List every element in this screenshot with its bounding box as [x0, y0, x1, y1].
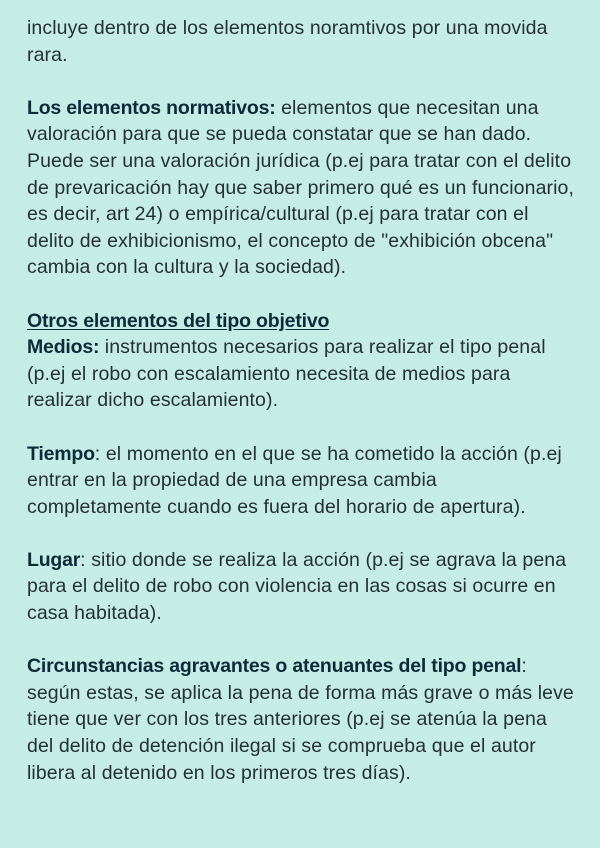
intro-text: incluye dentro de los elementos noramtivos por una movida rara.	[27, 17, 548, 66]
normativos-text: elementos que necesitan una valoración para que se pueda constatar que se han dado. Puede ser una valoración jurídica (p.ej para tratar con el delito de prevaricación hay que saber primero qué es un funcionario, es decir, art 24) o empírica/cultural (p.ej para tratar con el delito de exhibicionismo, el concepto de "exhibición obcena" cambia con la cultura y la sociedad).	[27, 96, 575, 279]
tiempo-term: Tiempo	[27, 442, 95, 465]
circunstancias-paragraph	[27, 653, 574, 786]
intro-paragraph	[27, 15, 574, 68]
medios-paragraph	[27, 334, 574, 414]
lugar-text: : sitio donde se realiza la acción (p.ej se agrava la pena para el delito de robo con violencia en las cosas si ocurre en casa habitada).	[27, 548, 567, 625]
otros-heading-paragraph	[27, 308, 574, 335]
tiempo-text: : el momento en el que se ha cometido la acción (p.ej entrar en la propiedad de una empresa cambia completamente cuando es fuera del horario de apertura).	[27, 442, 562, 518]
otros-heading: Otros elementos del tipo objetivo	[27, 309, 330, 332]
normativos-paragraph	[27, 95, 574, 281]
medios-term: Medios:	[27, 336, 100, 359]
medios-text: instrumentos necesarios para realizar el tipo penal (p.ej el robo con escalamiento necesita de medios para realizar dicho escalamiento).	[27, 336, 546, 412]
circunstancias-term: Circunstancias agravantes o atenuantes del tipo penal	[27, 655, 522, 678]
normativos-term: Los elementos normativos:	[27, 96, 276, 119]
circunstancias-text: : según estas, se aplica la pena de forma más grave o más leve tiene que ver con los tres anteriores (p.ej se atenúa la pena del delito de detención ilegal si se comprueba que el autor libera al detenido en los primeros tres días).	[27, 655, 574, 784]
lugar-term: Lugar	[27, 548, 81, 571]
tiempo-paragraph	[27, 441, 574, 521]
lugar-paragraph	[27, 547, 574, 627]
